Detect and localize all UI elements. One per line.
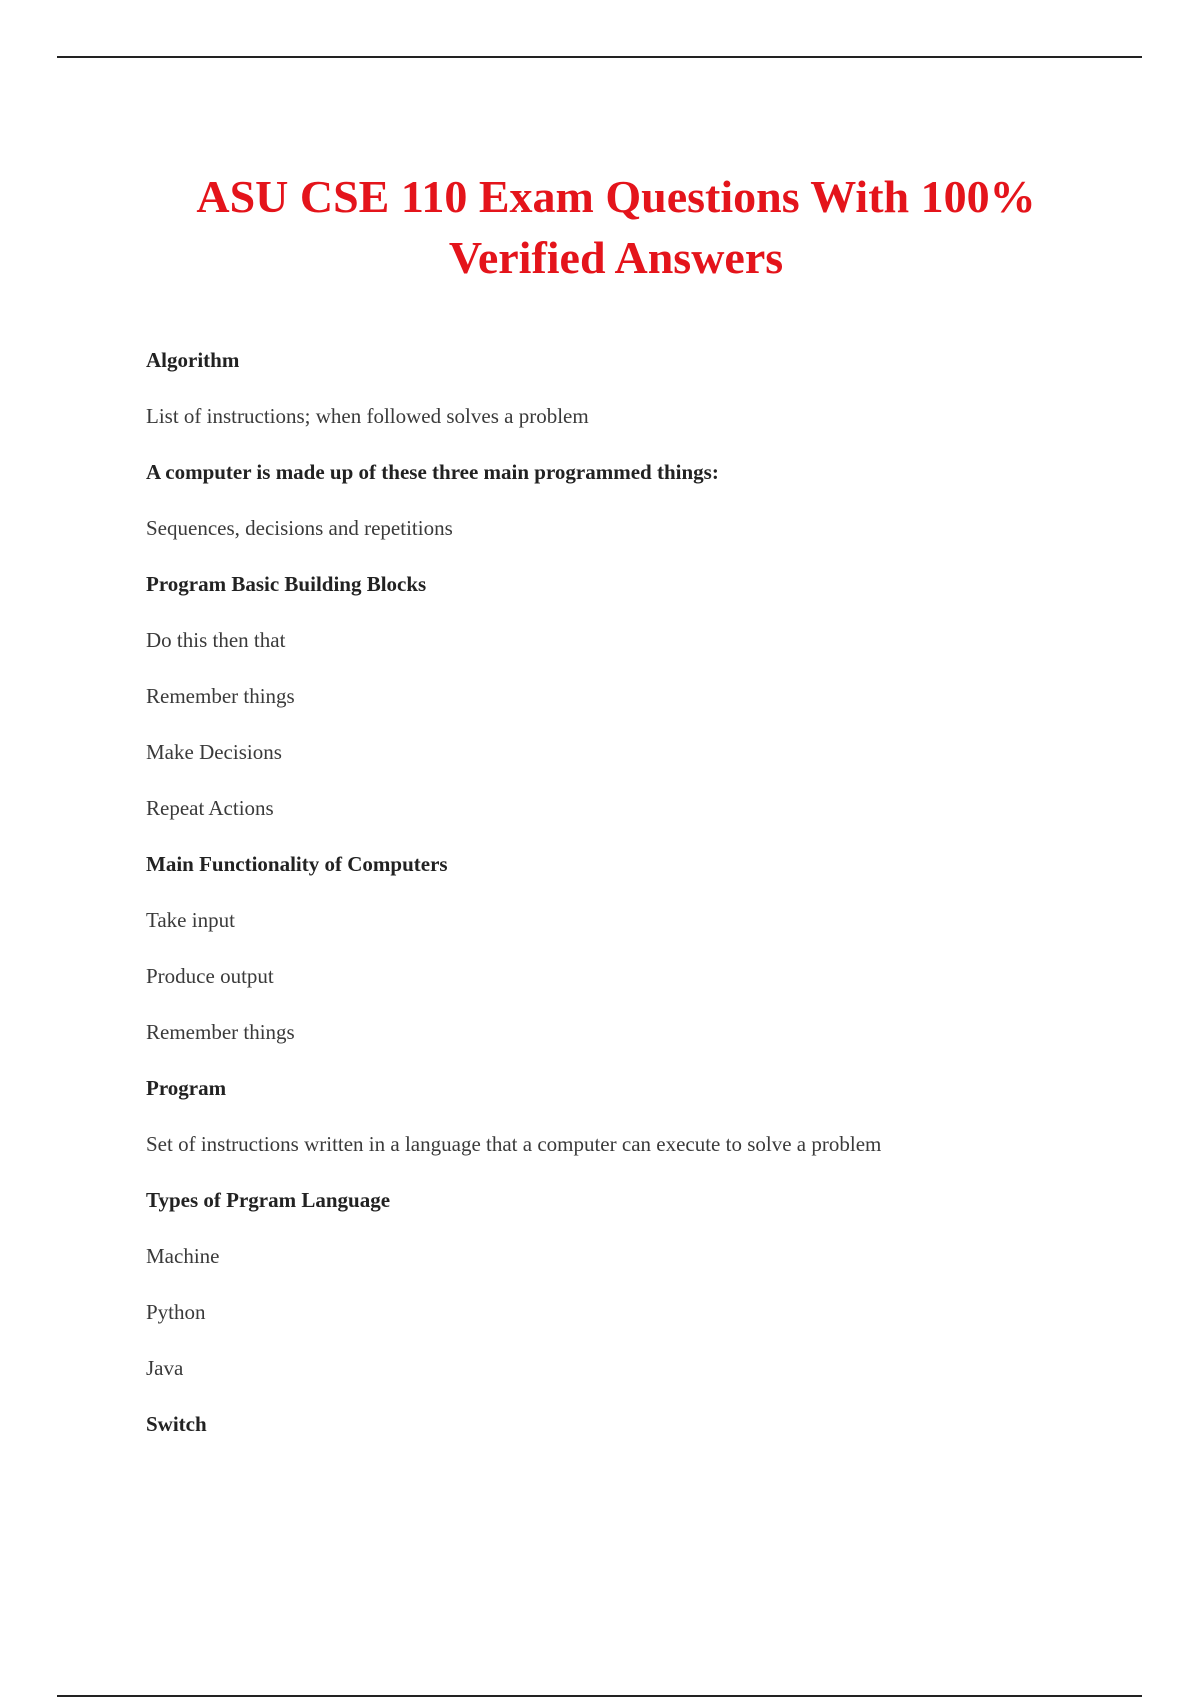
answer-line: Do this then that (146, 628, 286, 652)
title-line-1: ASU CSE 110 Exam Questions With 100% (196, 171, 1036, 222)
answer-line: Python (146, 1300, 206, 1324)
question-heading: Algorithm (146, 348, 240, 372)
answer-line: Remember things (146, 1020, 295, 1044)
qa-content (146, 340, 1096, 1460)
question-heading: Switch (146, 1412, 207, 1436)
answer-line: Make Decisions (146, 740, 282, 764)
question-heading: Program (146, 1076, 227, 1100)
answer-line: Set of instructions written in a language that a computer can execute to solve a problem (146, 1132, 882, 1156)
top-rule (57, 56, 1142, 58)
answer-line: Machine (146, 1244, 220, 1268)
answer-line: List of instructions; when followed solves a problem (146, 404, 589, 428)
answer-line: Remember things (146, 684, 295, 708)
question-heading: Types of Prgram Language (146, 1188, 391, 1212)
answer-line: Sequences, decisions and repetitions (146, 516, 453, 540)
question-heading: Main Functionality of Computers (146, 852, 448, 876)
question-heading: Program Basic Building Blocks (146, 572, 427, 596)
bottom-rule (57, 1695, 1142, 1697)
answer-line: Take input (146, 908, 235, 932)
answer-line: Java (146, 1356, 184, 1380)
title-line-2: Verified Answers (448, 232, 784, 283)
document-title (100, 166, 1132, 288)
answer-line: Produce output (146, 964, 274, 988)
answer-line: Repeat Actions (146, 796, 274, 820)
question-heading: A computer is made up of these three main programmed things: (146, 460, 719, 484)
